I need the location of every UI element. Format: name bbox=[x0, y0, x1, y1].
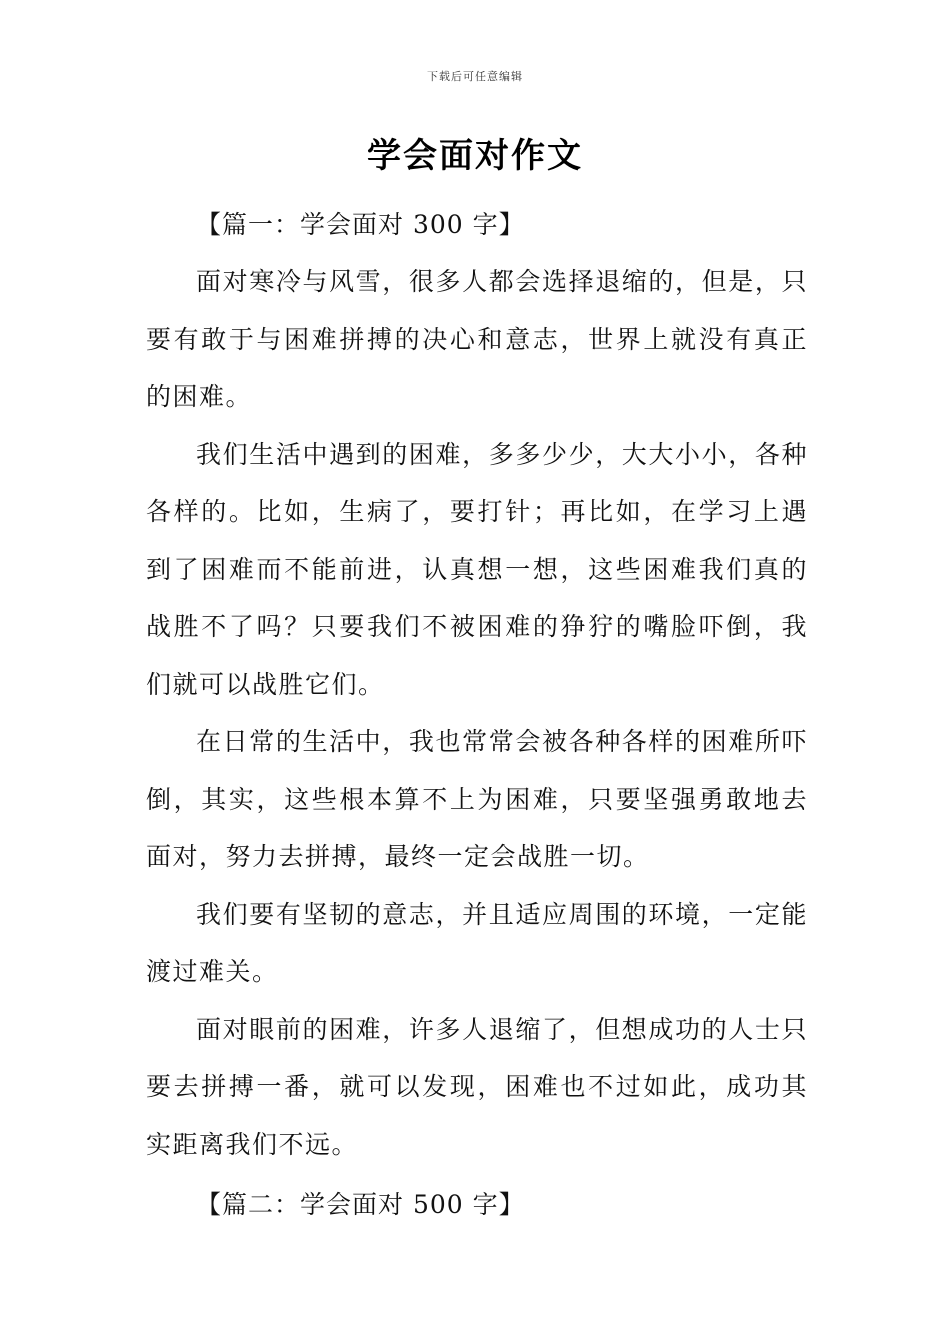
section-heading-2: 【篇二：学会面对 500 字】 bbox=[196, 1190, 525, 1219]
paragraph: 面对寒冷与风雪，很多人都会选择退缩的，但是，只要有敢于与困难拼搏的决心和意志，世界上就没有真正的困难。 bbox=[146, 267, 808, 411]
header-note: 下载后可任意编辑 bbox=[427, 70, 523, 83]
document-body bbox=[146, 196, 808, 1233]
paragraph: 我们生活中遇到的困难，多多少少，大大小小，各种各样的。比如，生病了，要打针；再比如，在学习上遇到了困难而不能前进，认真想一想，这些困难我们真的战胜不了吗？只要我们不被困难的狰狞的嘴脸吓倒，我们就可以战胜它们。 bbox=[146, 439, 808, 699]
page-title: 学会面对作文 bbox=[367, 136, 583, 176]
paragraph: 在日常的生活中，我也常常会被各种各样的困难所吓倒，其实，这些根本算不上为困难，只要坚强勇敢地去面对，努力去拼搏，最终一定会战胜一切。 bbox=[146, 727, 808, 871]
paragraph: 面对眼前的困难，许多人退缩了，但想成功的人士只要去拼搏一番，就可以发现，困难也不过如此，成功其实距离我们不远。 bbox=[146, 1014, 808, 1159]
paragraph: 我们要有坚韧的意志，并且适应周围的环境，一定能渡过难关。 bbox=[146, 899, 808, 986]
section-heading-1: 【篇一：学会面对 300 字】 bbox=[196, 210, 525, 239]
